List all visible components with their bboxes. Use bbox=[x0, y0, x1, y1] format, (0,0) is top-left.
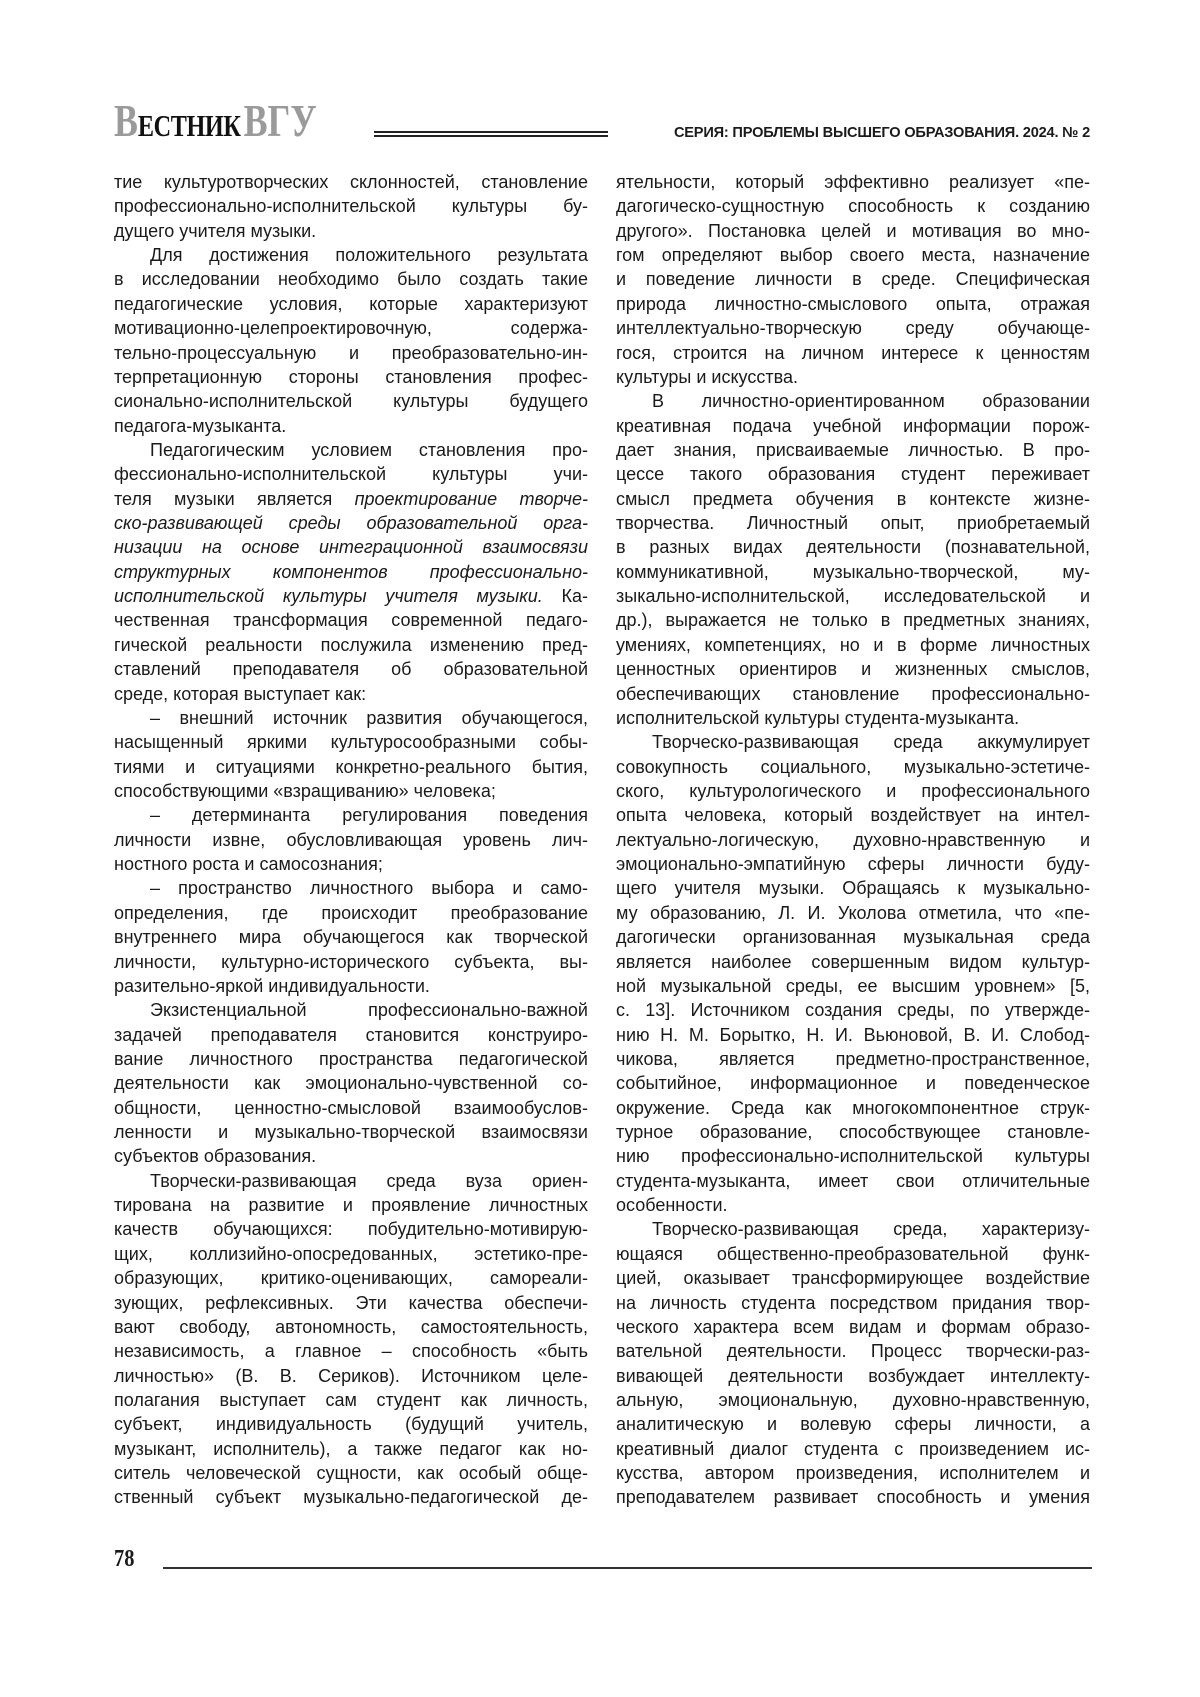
text-line: дущего учителя музыки. bbox=[114, 219, 588, 243]
text-line: дагогически организованная музыкальная среда bbox=[616, 925, 1090, 949]
text-line: щего учителя музыки. Обращаясь к музыкально- bbox=[616, 876, 1090, 900]
text-column-right bbox=[616, 170, 1090, 1510]
text-line bbox=[114, 560, 588, 584]
text-line: коммуникативной, музыкально-творческой, му- bbox=[616, 560, 1090, 584]
paragraph bbox=[114, 803, 588, 876]
paragraph bbox=[616, 1217, 1090, 1509]
text-line: цией, оказывает трансформирующее воздействие bbox=[616, 1266, 1090, 1290]
italic-emphasis: ско-развивающей среды образовательной орга- bbox=[114, 513, 588, 533]
text-line: Экзистенциальной профессионально-важной bbox=[114, 998, 588, 1022]
text-line: интеллектуально-творческую среду обучающе- bbox=[616, 316, 1090, 340]
paragraph bbox=[616, 170, 1090, 389]
italic-emphasis: исполнительской культуры учителя музыки. bbox=[114, 586, 543, 606]
text-line: природа личностно-смыслового опыта, отражая bbox=[616, 292, 1090, 316]
text-line: является наиболее совершенным видом культур- bbox=[616, 950, 1090, 974]
text-line: смысл предмета обучения в контексте жизне- bbox=[616, 487, 1090, 511]
text-line: цессе такого образования студент переживает bbox=[616, 462, 1090, 486]
text-line: в разных видах деятельности (познавательной, bbox=[616, 535, 1090, 559]
text-line: зующих, рефлексивных. Эти качества обеспечи- bbox=[114, 1291, 588, 1315]
text-line: задачей преподавателя становится конструиро- bbox=[114, 1023, 588, 1047]
logo-letter: В bbox=[114, 95, 138, 146]
text-line: нию профессионально-исполнительской культуры bbox=[616, 1144, 1090, 1168]
text-line: зыкально-исполнительской, исследовательской и bbox=[616, 584, 1090, 608]
text-line: ятельности, который эффективно реализует «пе- bbox=[616, 170, 1090, 194]
text-line: совокупность социального, музыкально-эстетиче- bbox=[616, 755, 1090, 779]
paragraph bbox=[114, 170, 588, 243]
text-line: вание личностного пространства педагогической bbox=[114, 1047, 588, 1071]
text-line: умениях, компетенциях, но и в форме личностных bbox=[616, 633, 1090, 657]
text-line: личности, культурно-исторического субъекта, вы- bbox=[114, 950, 588, 974]
text-line: Творческо-развивающая среда, характеризу- bbox=[616, 1217, 1090, 1241]
text-line: независимость, а главное – способность «быть bbox=[114, 1339, 588, 1363]
text-line: и поведение личности в среде. Специфическая bbox=[616, 267, 1090, 291]
italic-emphasis: структурных компонентов профессионально- bbox=[114, 562, 588, 582]
text-line: тирована на развитие и проявление личностных bbox=[114, 1193, 588, 1217]
text-line: аналитическую и волевую сферы личности, а bbox=[616, 1412, 1090, 1436]
text-line: – детерминанта регулирования поведения bbox=[114, 803, 588, 827]
header-double-rule bbox=[374, 131, 608, 133]
text-line: Для достижения положительного результата bbox=[114, 243, 588, 267]
text-line: тие культуротворческих склонностей, становление bbox=[114, 170, 588, 194]
text-line: вают свободу, автономность, самостоятельность, bbox=[114, 1315, 588, 1339]
text-line: креативный диалог студента с произведением ис- bbox=[616, 1437, 1090, 1461]
text-line: окружение. Среда как многокомпонентное струк- bbox=[616, 1096, 1090, 1120]
text-line: др.), выражается не только в предметных знаниях, bbox=[616, 608, 1090, 632]
text-line: обеспечивающих становление профессионально- bbox=[616, 682, 1090, 706]
text-line: чественная трансформация современной педаго- bbox=[114, 608, 588, 632]
text-line: особенности. bbox=[616, 1193, 1090, 1217]
text-line: дагогическо-сущностную способность к созданию bbox=[616, 194, 1090, 218]
text-line: мотивационно-целепроектировочную, содержа- bbox=[114, 316, 588, 340]
text-line: ческого характера всем видам и формам образо- bbox=[616, 1315, 1090, 1339]
text-line: Творческо-развивающая среда аккумулирует bbox=[616, 730, 1090, 754]
text-line: разительно-яркой индивидуальности. bbox=[114, 974, 588, 998]
text-line bbox=[114, 584, 588, 608]
text-line: общности, ценностно-смысловой взаимообуслов- bbox=[114, 1096, 588, 1120]
text-line: Творчески-развивающая среда вуза ориен- bbox=[114, 1169, 588, 1193]
text-line: с. 13]. Источником создания среды, по утвержде- bbox=[616, 998, 1090, 1022]
text-line: ющаяся общественно-преобразовательной функ- bbox=[616, 1242, 1090, 1266]
text-line: ценностных ориентиров и жизненных смыслов, bbox=[616, 657, 1090, 681]
text-line: насыщенный яркими культуросообразными собы- bbox=[114, 730, 588, 754]
series-title: СЕРИЯ: ПРОБЛЕМЫ ВЫСШЕГО ОБРАЗОВАНИЯ. 2024. № 2 bbox=[674, 125, 1090, 141]
paragraph bbox=[114, 1169, 588, 1510]
text-line: – пространство личностного выбора и само- bbox=[114, 876, 588, 900]
text-line bbox=[114, 535, 588, 559]
text-line: гося, строится на личном интересе к ценностям bbox=[616, 341, 1090, 365]
text-line: альную, эмоциональную, духовно-нравственную, bbox=[616, 1388, 1090, 1412]
text-line: образующих, критико-оценивающих, самореали- bbox=[114, 1266, 588, 1290]
text-line: чикова, является предметно-пространственное, bbox=[616, 1047, 1090, 1071]
text-line: личностью» (В. В. Сериков). Источником целе- bbox=[114, 1364, 588, 1388]
text-line: фессионально-исполнительской культуры учи- bbox=[114, 462, 588, 486]
text-line: качеств обучающихся: побудительно-мотивирую- bbox=[114, 1217, 588, 1241]
text-line: деятельности как эмоционально-чувственной со- bbox=[114, 1071, 588, 1095]
paragraph bbox=[114, 438, 588, 706]
text-line: ского, культурологического и профессионального bbox=[616, 779, 1090, 803]
text-segment: теля музыки является bbox=[114, 489, 355, 509]
text-line: гом определяют выбор своего места, назначение bbox=[616, 243, 1090, 267]
text-line: студента-музыканта, имеет свои отличительные bbox=[616, 1169, 1090, 1193]
text-line: событийное, информационное и поведенческое bbox=[616, 1071, 1090, 1095]
text-line: тиями и ситуациями конкретно-реального бытия, bbox=[114, 755, 588, 779]
paragraph bbox=[114, 998, 588, 1169]
text-line: – внешний источник развития обучающегося, bbox=[114, 706, 588, 730]
text-line: Педагогическим условием становления про- bbox=[114, 438, 588, 462]
text-line: дает знания, присваиваемые личностью. В про- bbox=[616, 438, 1090, 462]
text-line: определения, где происходит преобразование bbox=[114, 901, 588, 925]
text-line: щих, коллизийно-опосредованных, эстетико-пре- bbox=[114, 1242, 588, 1266]
text-line: среде, которая выступает как: bbox=[114, 682, 588, 706]
text-line: ставлений преподавателя об образовательной bbox=[114, 657, 588, 681]
footer-rule bbox=[163, 1567, 1092, 1569]
text-line: преподавателем развивает способность и умения bbox=[616, 1485, 1090, 1509]
text-line: му образованию, Л. И. Уколова отметила, что «пе- bbox=[616, 901, 1090, 925]
text-line: творчества. Личностный опыт, приобретаемый bbox=[616, 511, 1090, 535]
text-line: креативная подача учебной информации порож- bbox=[616, 414, 1090, 438]
text-line: опыта человека, который воздействует на интел- bbox=[616, 803, 1090, 827]
logo-abbr: ВГУ bbox=[244, 95, 317, 146]
paragraph bbox=[114, 876, 588, 998]
text-line: лектуально-логическую, духовно-нравственную и bbox=[616, 828, 1090, 852]
text-line: кусства, автором произведения, исполнителем и bbox=[616, 1461, 1090, 1485]
paragraph bbox=[616, 730, 1090, 1217]
text-line: эмоционально-эмпатийную сферы личности буду- bbox=[616, 852, 1090, 876]
text-line: субъект, индивидуальность (будущий учитель, bbox=[114, 1412, 588, 1436]
text-line: В личностно-ориентированном образовании bbox=[616, 389, 1090, 413]
text-line: личности извне, обусловливающая уровень лич- bbox=[114, 828, 588, 852]
text-line: педагога-музыканта. bbox=[114, 414, 588, 438]
italic-emphasis: проектирование творче- bbox=[355, 489, 588, 509]
text-line: исполнительской культуры студента-музыканта. bbox=[616, 706, 1090, 730]
journal-logo bbox=[114, 100, 317, 142]
page-number: 78 bbox=[114, 1546, 134, 1573]
text-line bbox=[114, 511, 588, 535]
italic-emphasis: низации на основе интеграционной взаимосвязи bbox=[114, 537, 588, 557]
text-line: нию Н. М. Борытко, Н. И. Вьюновой, В. И. Слобод- bbox=[616, 1023, 1090, 1047]
text-line: ситель человеческой сущности, как особый обще- bbox=[114, 1461, 588, 1485]
text-line: сионально-исполнительской культуры будущего bbox=[114, 389, 588, 413]
text-column-left bbox=[114, 170, 588, 1510]
text-line: субъектов образования. bbox=[114, 1144, 588, 1168]
text-line: педагогические условия, которые характеризуют bbox=[114, 292, 588, 316]
paragraph bbox=[616, 389, 1090, 730]
text-line bbox=[114, 487, 588, 511]
text-line: вивающей деятельности возбуждает интеллекту- bbox=[616, 1364, 1090, 1388]
text-line: вательной деятельности. Процесс творчески-раз- bbox=[616, 1339, 1090, 1363]
text-line: терпретационную стороны становления профес- bbox=[114, 365, 588, 389]
text-line: на личность студента посредством придания твор- bbox=[616, 1291, 1090, 1315]
text-line: гической реальности послужила изменению пред- bbox=[114, 633, 588, 657]
text-line: ной музыкальной среды, ее высшим уровнем» [5, bbox=[616, 974, 1090, 998]
logo-word: ЕСТНИК bbox=[138, 108, 241, 143]
text-line: музыкант, исполнитель), а также педагог как но- bbox=[114, 1437, 588, 1461]
text-line: способствующими «взращиванию» человека; bbox=[114, 779, 588, 803]
text-segment: Ка- bbox=[543, 586, 588, 606]
text-line: в исследовании необходимо было создать такие bbox=[114, 267, 588, 291]
text-line: внутреннего мира обучающегося как творческой bbox=[114, 925, 588, 949]
text-line: ленности и музыкально-творческой взаимосвязи bbox=[114, 1120, 588, 1144]
paragraph bbox=[114, 243, 588, 438]
text-line: профессионально-исполнительской культуры бу- bbox=[114, 194, 588, 218]
text-line: ственный субъект музыкально-педагогической де- bbox=[114, 1485, 588, 1509]
text-line: полагания выступает сам студент как личность, bbox=[114, 1388, 588, 1412]
text-line: турное образование, способствующее становле- bbox=[616, 1120, 1090, 1144]
text-line: тельно-процессуальную и преобразовательно-ин- bbox=[114, 341, 588, 365]
paragraph bbox=[114, 706, 588, 803]
text-line: другого». Постановка целей и мотивация во мно- bbox=[616, 219, 1090, 243]
text-line: культуры и искусства. bbox=[616, 365, 1090, 389]
text-line: ностного роста и самосознания; bbox=[114, 852, 588, 876]
